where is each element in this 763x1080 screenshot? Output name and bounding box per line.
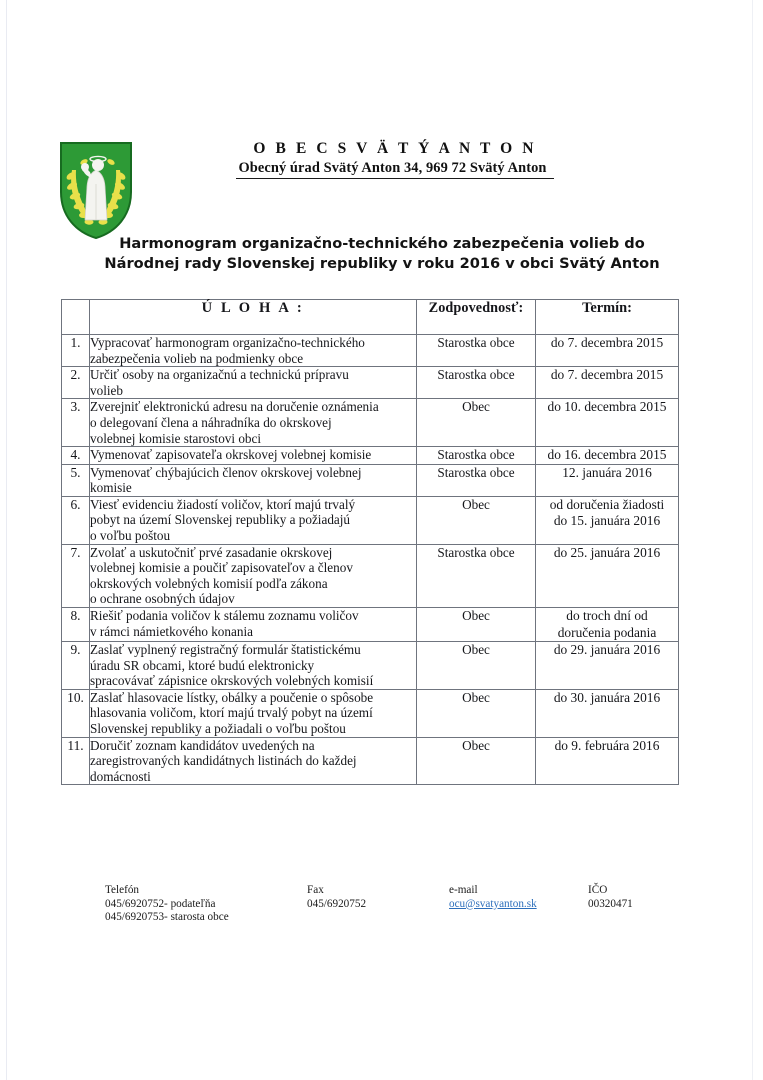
row-task-line: Riešiť podania voličov k stálemu zoznamu voličov	[90, 608, 359, 623]
schedule-table-wrapper	[61, 299, 678, 785]
table-row	[62, 544, 679, 607]
row-task-line: volieb	[90, 382, 123, 398]
footer-ico-value: 00320471	[588, 897, 633, 910]
row-task	[90, 689, 417, 737]
row-task-line: volebnej komisie a poučiť zapisovateľov a členov	[90, 560, 353, 576]
page-footer	[0, 884, 763, 940]
row-deadline	[536, 367, 679, 399]
table-header-row	[62, 300, 679, 335]
row-responsibility: Obec	[417, 608, 536, 642]
row-task-line: o voľbu poštou	[90, 528, 171, 544]
row-task	[90, 737, 417, 785]
table-row	[62, 464, 679, 496]
row-responsibility: Obec	[417, 399, 536, 447]
row-responsibility: Starostka obce	[417, 367, 536, 399]
row-deadline	[536, 544, 679, 607]
table-row	[62, 447, 679, 465]
row-deadline	[536, 447, 679, 465]
row-task-line: Viesť evidenciu žiadostí voličov, ktorí majú trvalý	[90, 496, 356, 512]
row-deadline	[536, 496, 679, 544]
table-row	[62, 367, 679, 399]
table-body	[62, 335, 679, 785]
row-number: 1.	[62, 335, 90, 367]
row-responsibility: Obec	[417, 642, 536, 690]
column-header-responsibility: Zodpovednosť:	[417, 300, 536, 335]
document-title	[46, 234, 718, 274]
column-header-deadline: Termín:	[536, 300, 679, 335]
row-number: 7.	[62, 544, 90, 607]
row-task	[90, 544, 417, 607]
row-deadline-line: do 9. februára 2016	[554, 737, 660, 753]
coat-of-arms-icon	[58, 140, 134, 240]
table-header	[62, 300, 679, 335]
row-task-line: hlasovania voličom, ktorí majú trvalý pobyt na území	[90, 705, 373, 721]
row-deadline-line: do 7. decembra 2015	[550, 335, 664, 350]
row-number: 10.	[62, 689, 90, 737]
column-header-task: Ú L O H A :	[90, 300, 417, 335]
row-task-line: zaregistrovaných kandidátnych listinách do každej	[90, 753, 357, 769]
row-deadline	[536, 335, 679, 367]
row-number: 3.	[62, 399, 90, 447]
row-deadline	[536, 608, 679, 642]
table-row	[62, 335, 679, 367]
row-task-line: okrskových volebných komisií podľa zákona	[90, 575, 328, 591]
row-deadline-line: do 30. januára 2016	[553, 689, 661, 705]
document-title-line-2: Národnej rady Slovenskej republiky v roku 2016 v obci Svätý Anton	[104, 255, 660, 272]
row-task-line: Zvolať a uskutočniť prvé zasadanie okrskovej	[90, 544, 333, 560]
row-deadline	[536, 464, 679, 496]
organization-block	[160, 140, 630, 179]
row-deadline-line: do 25. januára 2016	[553, 544, 661, 560]
row-number: 4.	[62, 447, 90, 465]
row-number: 8.	[62, 608, 90, 642]
table-row	[62, 737, 679, 785]
row-task-line: Slovenskej republiky a požiadali o voľbu poštou	[90, 720, 346, 736]
row-number: 6.	[62, 496, 90, 544]
table-row	[62, 642, 679, 690]
row-deadline	[536, 737, 679, 785]
footer-fax-label: Fax	[307, 884, 324, 896]
row-task-line: o ochrane osobných údajov	[90, 591, 235, 607]
row-deadline-line: od doručenia žiadosti	[549, 496, 665, 512]
row-responsibility: Starostka obce	[417, 544, 536, 607]
footer-ico-label: IČO	[588, 884, 608, 896]
row-deadline	[536, 642, 679, 690]
row-responsibility: Starostka obce	[417, 335, 536, 367]
row-deadline-line: do 10. decembra 2015	[547, 399, 667, 415]
row-task	[90, 447, 417, 465]
row-number: 2.	[62, 367, 90, 399]
row-task-line: o delegovaní člena a náhradníka do okrskovej	[90, 414, 332, 430]
letterhead	[0, 136, 763, 244]
row-task-line: volebnej komisie starostovi obci	[90, 430, 262, 446]
row-task	[90, 367, 417, 399]
footer-email-label: e-mail	[449, 884, 478, 896]
row-deadline-line: do 16. decembra 2015	[547, 447, 667, 463]
footer-email-block	[449, 884, 537, 911]
row-task	[90, 399, 417, 447]
row-responsibility: Starostka obce	[417, 464, 536, 496]
table-row	[62, 399, 679, 447]
row-deadline-line: do 7. decembra 2015	[550, 367, 664, 383]
document-title-line-1: Harmonogram organizačno-technického zabezpečenia volieb do	[119, 235, 645, 252]
row-task	[90, 608, 417, 642]
row-deadline-line: do 15. januára 2016	[553, 513, 661, 529]
row-task-line: domácnosti	[90, 768, 151, 784]
row-deadline	[536, 399, 679, 447]
footer-fax-value: 045/6920752	[307, 897, 367, 910]
row-deadline-line: do troch dní od	[566, 608, 648, 623]
organization-name: O B E C S V Ä T Ý A N T O N	[253, 140, 537, 157]
row-task-line: Doručiť zoznam kandidátov uvedených na	[90, 737, 315, 753]
schedule-table	[61, 299, 679, 785]
row-task-line: Zverejniť elektronickú adresu na doručenie oznámenia	[90, 399, 379, 415]
row-task	[90, 642, 417, 690]
row-task-line: spracovávať zápisnice okrskových volebných komisií	[90, 673, 374, 689]
row-deadline-line: doručenia podania	[557, 624, 657, 640]
row-task-line: Určiť osoby na organizačnú a technickú prípravu	[90, 367, 349, 383]
organization-address: Obecný úrad Svätý Anton 34, 969 72 Svätý Anton	[236, 160, 553, 179]
row-number: 5.	[62, 464, 90, 496]
row-task-line: v rámci námietkového konania	[90, 623, 253, 639]
footer-phone-value-2: 045/6920753- starosta obce	[105, 911, 229, 924]
footer-phone-value-1: 045/6920752- podateľňa	[105, 897, 216, 910]
column-header-number	[62, 300, 90, 335]
row-task-line: Vypracovať harmonogram organizačno-technického	[90, 335, 365, 350]
footer-fax-block	[307, 884, 366, 911]
row-responsibility: Obec	[417, 496, 536, 544]
row-task	[90, 335, 417, 367]
row-task	[90, 464, 417, 496]
row-deadline	[536, 689, 679, 737]
table-row	[62, 608, 679, 642]
row-task-line: Vymenovať zapisovateľa okrskovej volebnej komisie	[90, 447, 372, 463]
table-row	[62, 496, 679, 544]
row-task	[90, 496, 417, 544]
row-deadline-line: do 29. januára 2016	[553, 642, 661, 657]
row-task-line: Vymenovať chýbajúcich členov okrskovej volebnej	[90, 464, 362, 480]
row-task-line: zabezpečenia volieb na podmienky obce	[90, 350, 304, 366]
table-row	[62, 689, 679, 737]
row-responsibility: Obec	[417, 737, 536, 785]
footer-phone-label: Telefón	[105, 884, 140, 896]
row-deadline-line: 12. januára 2016	[562, 464, 652, 480]
footer-phone-block	[105, 884, 229, 925]
row-task-line: Zaslať hlasovacie lístky, obálky a poučenie o spôsobe	[90, 689, 374, 705]
row-task-line: úradu SR obcami, ktoré budú elektronicky	[90, 657, 315, 673]
footer-ico-block	[588, 884, 633, 911]
row-number: 11.	[62, 737, 90, 785]
row-task-line: Zaslať vyplnený registračný formulár štatistickému	[90, 642, 361, 657]
row-task-line: komisie	[90, 480, 132, 496]
row-responsibility: Starostka obce	[417, 447, 536, 465]
row-number: 9.	[62, 642, 90, 690]
row-task-line: pobyt na území Slovenskej republiky a požiadajú	[90, 512, 351, 528]
row-responsibility: Obec	[417, 689, 536, 737]
footer-email-link[interactable]: ocu@svatyanton.sk	[449, 897, 537, 910]
